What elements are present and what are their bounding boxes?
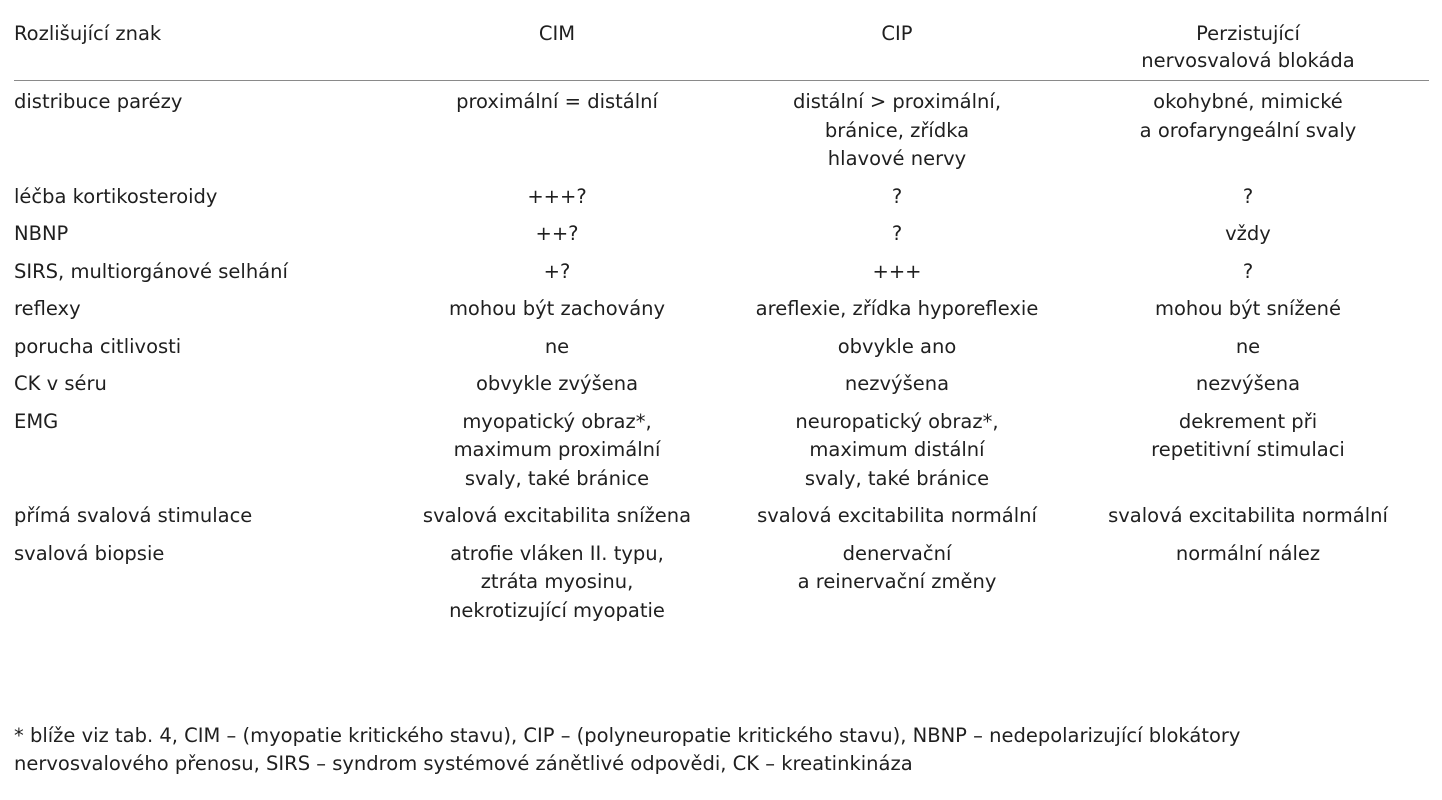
cell-line: okohybné, mimické [1153, 90, 1343, 113]
header-line: nervosvalová blokáda [1141, 49, 1355, 72]
cell-blockade [1067, 258, 1429, 296]
cell-line: ne [544, 334, 570, 358]
cell-line: proximální = distální [456, 90, 658, 113]
table-row [14, 295, 1429, 333]
cell-cip [727, 408, 1067, 503]
cell-cim [387, 408, 727, 503]
cell-line: nezvýšena [844, 372, 950, 395]
cell-line: svalová excitabilita normální [757, 504, 1037, 527]
cell-cip [727, 333, 1067, 371]
cell-line: léčba kortikosteroidy [14, 184, 218, 208]
header-line: CIP [881, 22, 913, 45]
cell-line: +++? [527, 184, 587, 208]
row-label [14, 333, 387, 371]
cell-cip [727, 183, 1067, 221]
cell-line: ? [1242, 184, 1254, 208]
cell-blockade [1067, 540, 1429, 635]
table-row [14, 540, 1429, 635]
cell-cip [727, 540, 1067, 635]
cell-line: CK v séru [14, 372, 107, 395]
row-label [14, 370, 387, 408]
comparison-table [14, 20, 1429, 634]
cell-line: přímá svalová stimulace [14, 504, 253, 527]
cell-line: a orofaryngeální svaly [1139, 118, 1357, 142]
cell-line: NBNP [14, 222, 69, 245]
cell-line: denervační [842, 541, 952, 565]
cell-line: EMG [14, 409, 59, 433]
cell-line: dekrement při [1178, 409, 1318, 433]
cell-line: repetitivní stimulaci [1151, 438, 1345, 461]
footnote-line: nervosvalového přenosu, SIRS – syndrom systémové zánětlivé odpovědi, CK – kreatinkináza [14, 752, 913, 775]
cell-blockade [1067, 370, 1429, 408]
header-feature [14, 20, 387, 81]
row-label [14, 408, 387, 503]
header-line: Rozlišující znak [14, 22, 162, 45]
cell-cip [727, 81, 1067, 183]
cell-blockade [1067, 408, 1429, 503]
cell-cim [387, 295, 727, 333]
table-row [14, 502, 1429, 540]
row-label [14, 220, 387, 258]
table-row [14, 220, 1429, 258]
row-label [14, 183, 387, 221]
cell-cip [727, 502, 1067, 540]
cell-line: porucha citlivosti [14, 334, 182, 358]
cell-cim [387, 183, 727, 221]
cell-line: areflexie, zřídka hyporeflexie [755, 297, 1039, 320]
header-cim [387, 20, 727, 81]
cell-cip [727, 370, 1067, 408]
table-row [14, 258, 1429, 296]
cell-line: obvykle ano [837, 334, 957, 358]
row-label [14, 258, 387, 296]
cell-blockade [1067, 81, 1429, 183]
cell-line: maximum proximální [453, 438, 661, 461]
table-row [14, 370, 1429, 408]
cell-line: mohou být snížené [1154, 297, 1342, 320]
row-label [14, 502, 387, 540]
table-row [14, 408, 1429, 503]
cell-blockade [1067, 220, 1429, 258]
header-cip [727, 20, 1067, 81]
cell-line: svalová biopsie [14, 541, 165, 565]
cell-cim [387, 220, 727, 258]
header-line: Perzistující [1196, 22, 1300, 45]
cell-line: nekrotizující myopatie [449, 598, 665, 622]
cell-blockade [1067, 295, 1429, 333]
cell-cip [727, 220, 1067, 258]
cell-line: obvykle zvýšena [475, 372, 639, 395]
cell-line: svaly, také bránice [464, 466, 650, 490]
cell-line: ? [891, 184, 903, 208]
cell-line: normální nález [1175, 541, 1321, 565]
cell-cim [387, 81, 727, 183]
table-row [14, 333, 1429, 371]
table-row [14, 81, 1429, 183]
cell-blockade [1067, 502, 1429, 540]
cell-line: nezvýšena [1195, 372, 1301, 395]
cell-cim [387, 540, 727, 635]
cell-line: myopatický obraz*, [462, 409, 652, 433]
cell-line: distribuce parézy [14, 90, 183, 113]
table-row [14, 183, 1429, 221]
cell-line: maximum distální [809, 438, 985, 461]
cell-line: bránice, zřídka [824, 118, 970, 142]
cell-line: atrofie vláken II. typu, [450, 541, 664, 565]
cell-line: vždy [1225, 222, 1271, 245]
cell-cim [387, 502, 727, 540]
footnote [14, 722, 1434, 778]
cell-line: svaly, také bránice [804, 466, 990, 490]
cell-line: ne [1235, 334, 1261, 358]
cell-line: +++ [872, 259, 922, 283]
cell-cip [727, 295, 1067, 333]
cell-cim [387, 258, 727, 296]
row-label [14, 540, 387, 635]
cell-line: SIRS, multiorgánové selhání [14, 259, 288, 283]
cell-blockade [1067, 183, 1429, 221]
cell-line: ? [1242, 259, 1254, 283]
cell-line: a reinervační změny [797, 570, 997, 593]
cell-blockade [1067, 333, 1429, 371]
cell-cim [387, 333, 727, 371]
cell-line: svalová excitabilita normální [1108, 504, 1388, 527]
row-label [14, 295, 387, 333]
cell-line: svalová excitabilita snížena [422, 504, 692, 527]
cell-line: mohou být zachovány [448, 297, 666, 320]
footnote-line: * blíže viz tab. 4, CIM – (myopatie kritického stavu), CIP – (polyneuropatie kritického stavu), NBNP – nedepolarizující blokátory [14, 724, 1241, 747]
cell-line: reflexy [14, 297, 81, 320]
cell-line: neuropatický obraz*, [795, 409, 999, 433]
header-line: CIM [538, 22, 576, 45]
header-persistent-blockade [1067, 20, 1429, 81]
cell-line: distální > proximální, [792, 90, 1002, 113]
cell-line: hlavové nervy [827, 147, 967, 170]
row-label [14, 81, 387, 183]
cell-cip [727, 258, 1067, 296]
cell-line: +? [543, 259, 571, 283]
table-header-row [14, 20, 1429, 81]
cell-line: ++? [535, 222, 579, 245]
cell-cim [387, 370, 727, 408]
cell-line: ztráta myosinu, [480, 570, 634, 593]
cell-line: ? [891, 222, 903, 245]
